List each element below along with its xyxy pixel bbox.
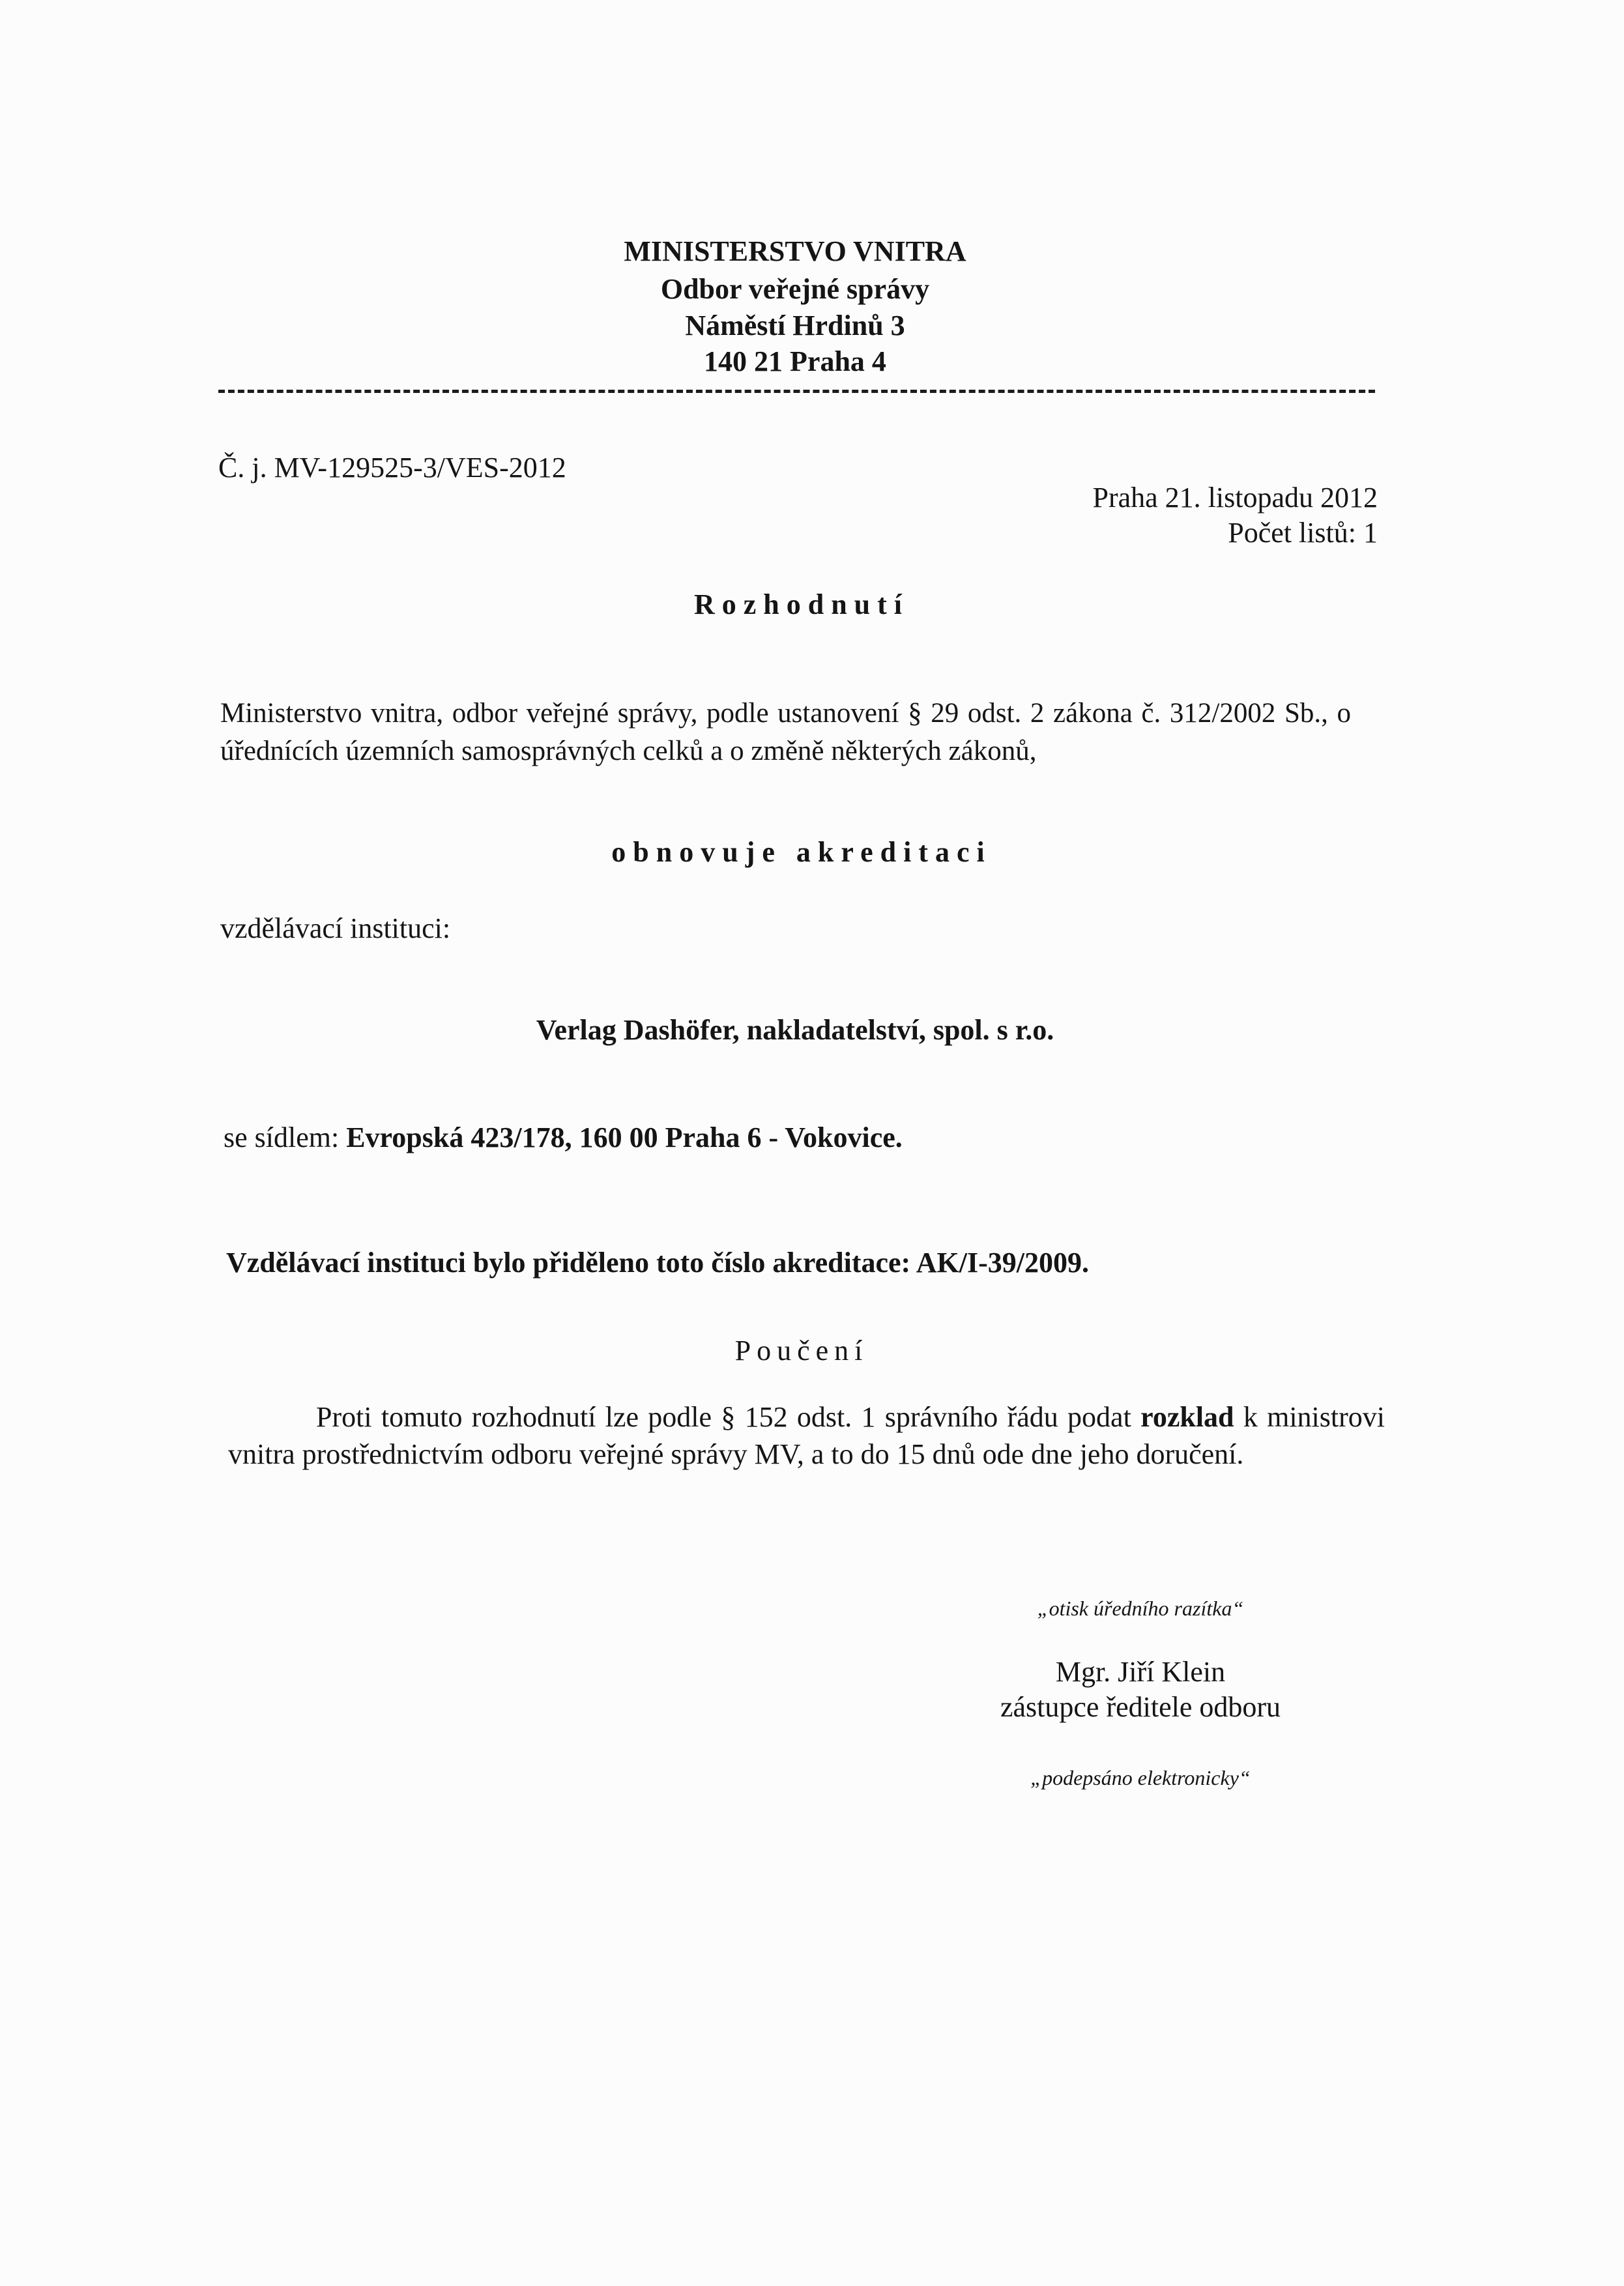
issue-date: Praha 21. listopadu 2012 — [1092, 482, 1378, 514]
stamp-note: „otisk úředního razítka“ — [1037, 1597, 1244, 1620]
department-name: Odbor veřejné správy — [660, 273, 930, 305]
signatory-name: Mgr. Jiří Klein — [1055, 1656, 1226, 1688]
instruction-bold-term: rozklad — [1140, 1401, 1234, 1433]
institution-name: Verlag Dashöfer, nakladatelství, spol. s r.o. — [536, 1014, 1054, 1046]
signed-note: „podepsáno elektronicky“ — [1030, 1766, 1251, 1789]
postal-address: 140 21 Praha 4 — [704, 345, 886, 377]
seat-line — [224, 1120, 903, 1156]
intro-paragraph: Ministerstvo vnitra, odbor veřejné správy, podle ustanovení § 29 odst. 2 zákona č. 312/2002 Sb., o úřednících územních samosprávných celků a o změně některých zákonů, — [220, 698, 1351, 766]
signatory-role: zástupce ředitele odboru — [1000, 1691, 1281, 1723]
instruction-text-post: k ministrovi vnitra prostřednictvím odboru veřejné správy MV, a to do 15 dnů ode dne jeho doručení. — [228, 1401, 1385, 1470]
decision-title: Rozhodnutí — [693, 588, 910, 620]
decision-action: obnovuje akreditaci — [611, 836, 992, 868]
instruction-title: Poučení — [734, 1335, 869, 1367]
accreditation-statement: Vzdělávací instituci bylo přiděleno toto číslo akreditace: AK/I-39/2009. — [226, 1247, 1089, 1279]
seat-label: se sídlem: — [224, 1121, 340, 1153]
header-divider — [218, 390, 1375, 393]
sheet-count: Počet listů: 1 — [1228, 517, 1378, 549]
street-address: Náměstí Hrdinů 3 — [685, 310, 905, 341]
reference-number: Č. j. MV-129525-3/VES-2012 — [218, 452, 566, 484]
ministry-name: MINISTERSTVO VNITRA — [624, 235, 966, 267]
instruction-paragraph — [228, 1398, 1385, 1473]
seat-address: Evropská 423/178, 160 00 Praha 6 - Vokovice. — [346, 1121, 903, 1153]
instruction-text-pre: Proti tomuto rozhodnutí lze podle § 152 odst. 1 správního řádu podat — [316, 1401, 1131, 1433]
institution-label: vzdělávací instituci: — [220, 912, 451, 944]
